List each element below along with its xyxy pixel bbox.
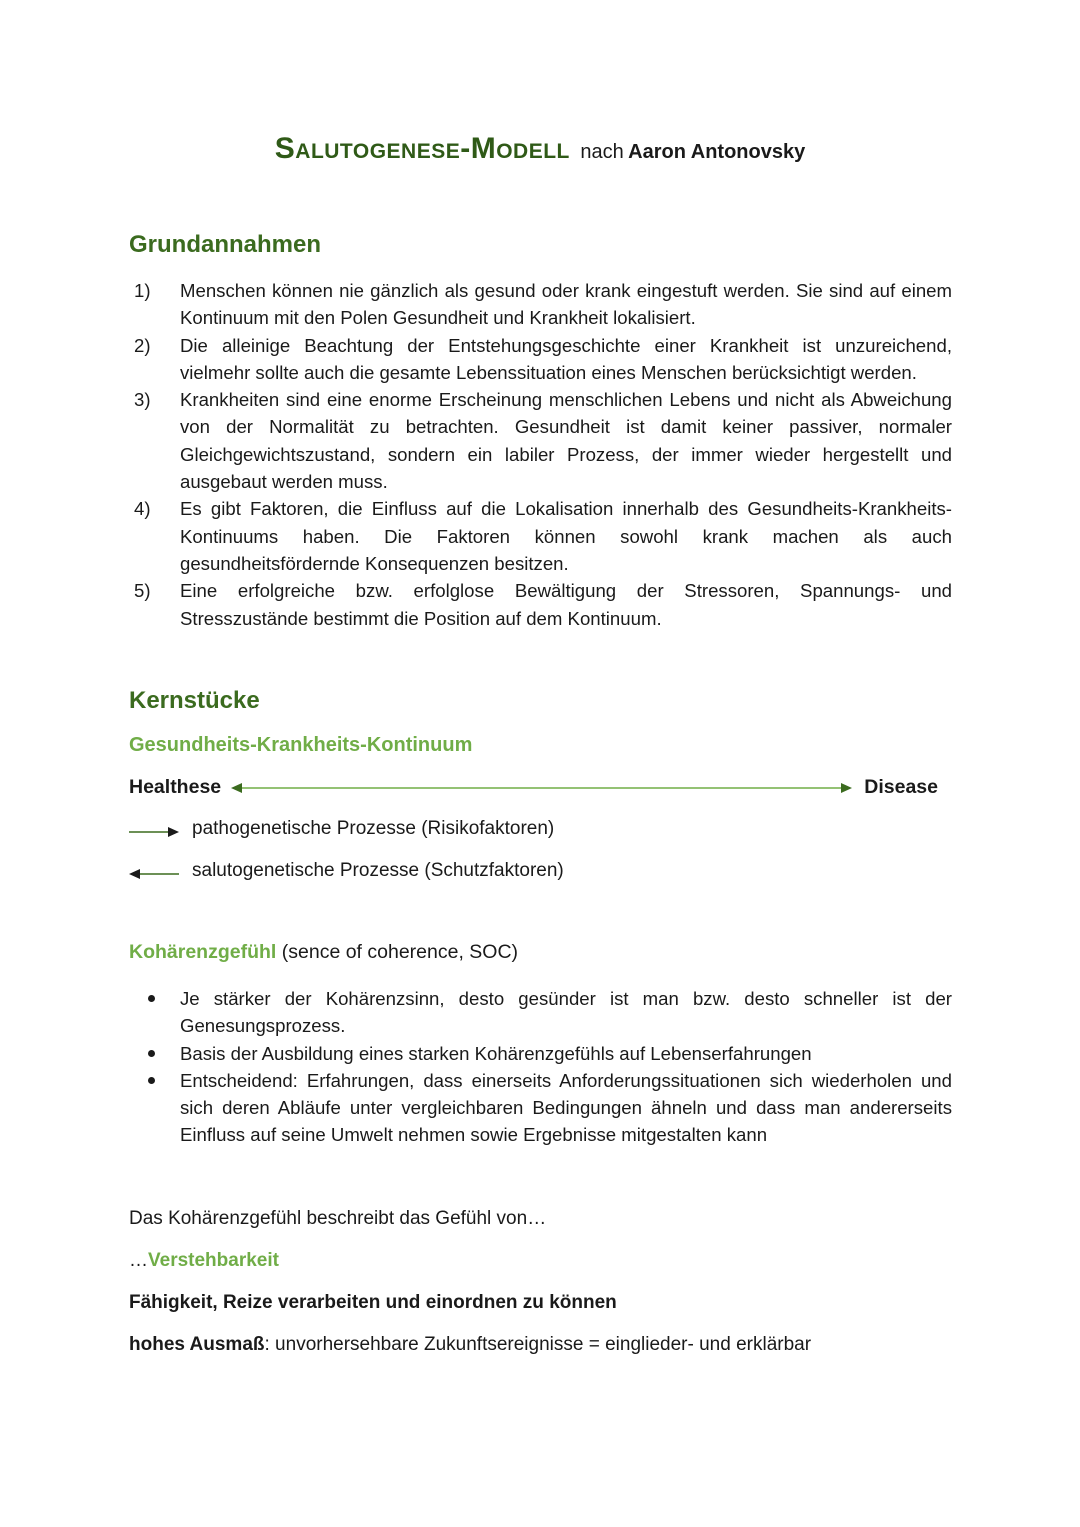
list-item (134, 577, 952, 632)
bullet-icon (148, 995, 155, 1002)
page-title (0, 132, 1080, 166)
faehigkeit-text: Fähigkeit, Reize verarbeiten und einordnen zu können (129, 1292, 617, 1313)
kontinuum-arrow-row (129, 774, 944, 802)
grundannahmen-list (134, 277, 952, 632)
list-item (134, 386, 952, 495)
title-author: Aaron Antonovsky (628, 141, 806, 163)
list-item-text: Die alleinige Beachtung der Entstehungsgeschichte einer Krankheit ist unzureichend, vielmehr sollte auch die gesamte Lebenssituation eines Menschen berücksichtigt werden. (180, 334, 952, 383)
list-item-text: Krankheiten sind eine enorme Erscheinung menschlichen Lebens und nicht als Abweichung von der Normalität zu betrachten. Gesundheit ist damit keiner passiver, normaler Gleichgewichtszustand, sondern ein labiler Prozess, der immer wieder hergestellt und ausgebaut werden muss. (180, 389, 952, 493)
list-item (134, 332, 952, 387)
list-item (134, 277, 952, 332)
list-item (134, 495, 952, 577)
legend-salutogenetisch (129, 860, 729, 888)
arrow-right-icon (129, 824, 179, 840)
heading-grundannahmen: Grundannahmen (129, 231, 322, 258)
disease-label: Disease (864, 776, 938, 798)
soc-heading-term: Kohärenzgefühl (129, 941, 277, 963)
hohes-ausmass-text: : unvorhersehbare Zukunftsereignisse = einglieder- und erklärbar (264, 1334, 812, 1355)
verstehbarkeit-heading (129, 1250, 279, 1272)
list-item-text: Menschen können nie gänzlich als gesund oder krank eingestuft werden. Sie sind auf einem Kontinuum mit den Polen Gesundheit und Krankheit lokalisiert. (180, 280, 952, 329)
list-item (134, 985, 952, 1040)
salutogenetisch-text: salutogenetische Prozesse (Schutzfaktoren) (192, 860, 564, 881)
pathogenetisch-text: pathogenetische Prozesse (Risikofaktoren) (192, 818, 555, 839)
healthese-label: Healthese (129, 776, 222, 798)
title-main: Salutogenese-Modell (274, 132, 570, 165)
list-number: 4) (134, 498, 151, 520)
bullet-text: Entscheidend: Erfahrungen, dass einerseits Anforderungssituationen sich wiederholen und sich deren Abläufe unter vergleichbaren Bedingungen ähneln und dass man andererseits Einfluss auf seine Umwelt nehmen sowie Ergebnisse mitgestalten kann (180, 1069, 952, 1146)
legend-pathogenetisch (129, 818, 729, 846)
bullet-icon (148, 1077, 155, 1084)
bullet-text: Basis der Ausbildung eines starken Kohärenzgefühls auf Lebenserfahrungen (180, 1042, 812, 1064)
soc-bullet-list (134, 985, 952, 1149)
list-number: 3) (134, 389, 151, 411)
heading-kernstuecke: Kernstücke (129, 687, 260, 714)
list-number: 1) (134, 280, 151, 301)
soc-heading-suffix: (sence of coherence, SOC) (281, 941, 519, 963)
title-nach: nach (580, 141, 624, 163)
heading-kohaerenzgefuehl (129, 941, 518, 964)
soc-intro: Das Kohärenzgefühl beschreibt das Gefühl von… (129, 1208, 547, 1229)
verstehbarkeit-term: Verstehbarkeit (148, 1250, 279, 1271)
bullet-icon (148, 1050, 155, 1057)
hohes-ausmass-label: hohes Ausmaß (129, 1334, 265, 1355)
list-item-text: Eine erfolgreiche bzw. erfolglose Bewältigung der Stressoren, Spannungs- und Stresszustände bestimmt die Position auf dem Kontinuum. (180, 580, 952, 629)
list-number: 5) (134, 580, 151, 602)
list-item-text: Es gibt Faktoren, die Einfluss auf die Lokalisation innerhalb des Gesundheits-Krankheits-Kontinuums haben. Die Faktoren können sowohl krank machen als auch gesundheitsfördernde Konsequenzen besitzen. (180, 498, 952, 574)
list-number: 2) (134, 334, 151, 356)
bullet-text: Je stärker der Kohärenzsinn, desto gesünder ist man bzw. desto schneller ist der Genesungsprozess. (180, 988, 952, 1037)
double-arrow-icon (229, 774, 854, 800)
list-item (134, 1040, 952, 1067)
arrow-left-icon (129, 866, 179, 882)
list-item (134, 1067, 952, 1149)
hohes-ausmass-line (129, 1334, 811, 1356)
verstehbarkeit-prefix: … (129, 1250, 148, 1271)
heading-kontinuum: Gesundheits-Krankheits-Kontinuum (129, 734, 473, 756)
